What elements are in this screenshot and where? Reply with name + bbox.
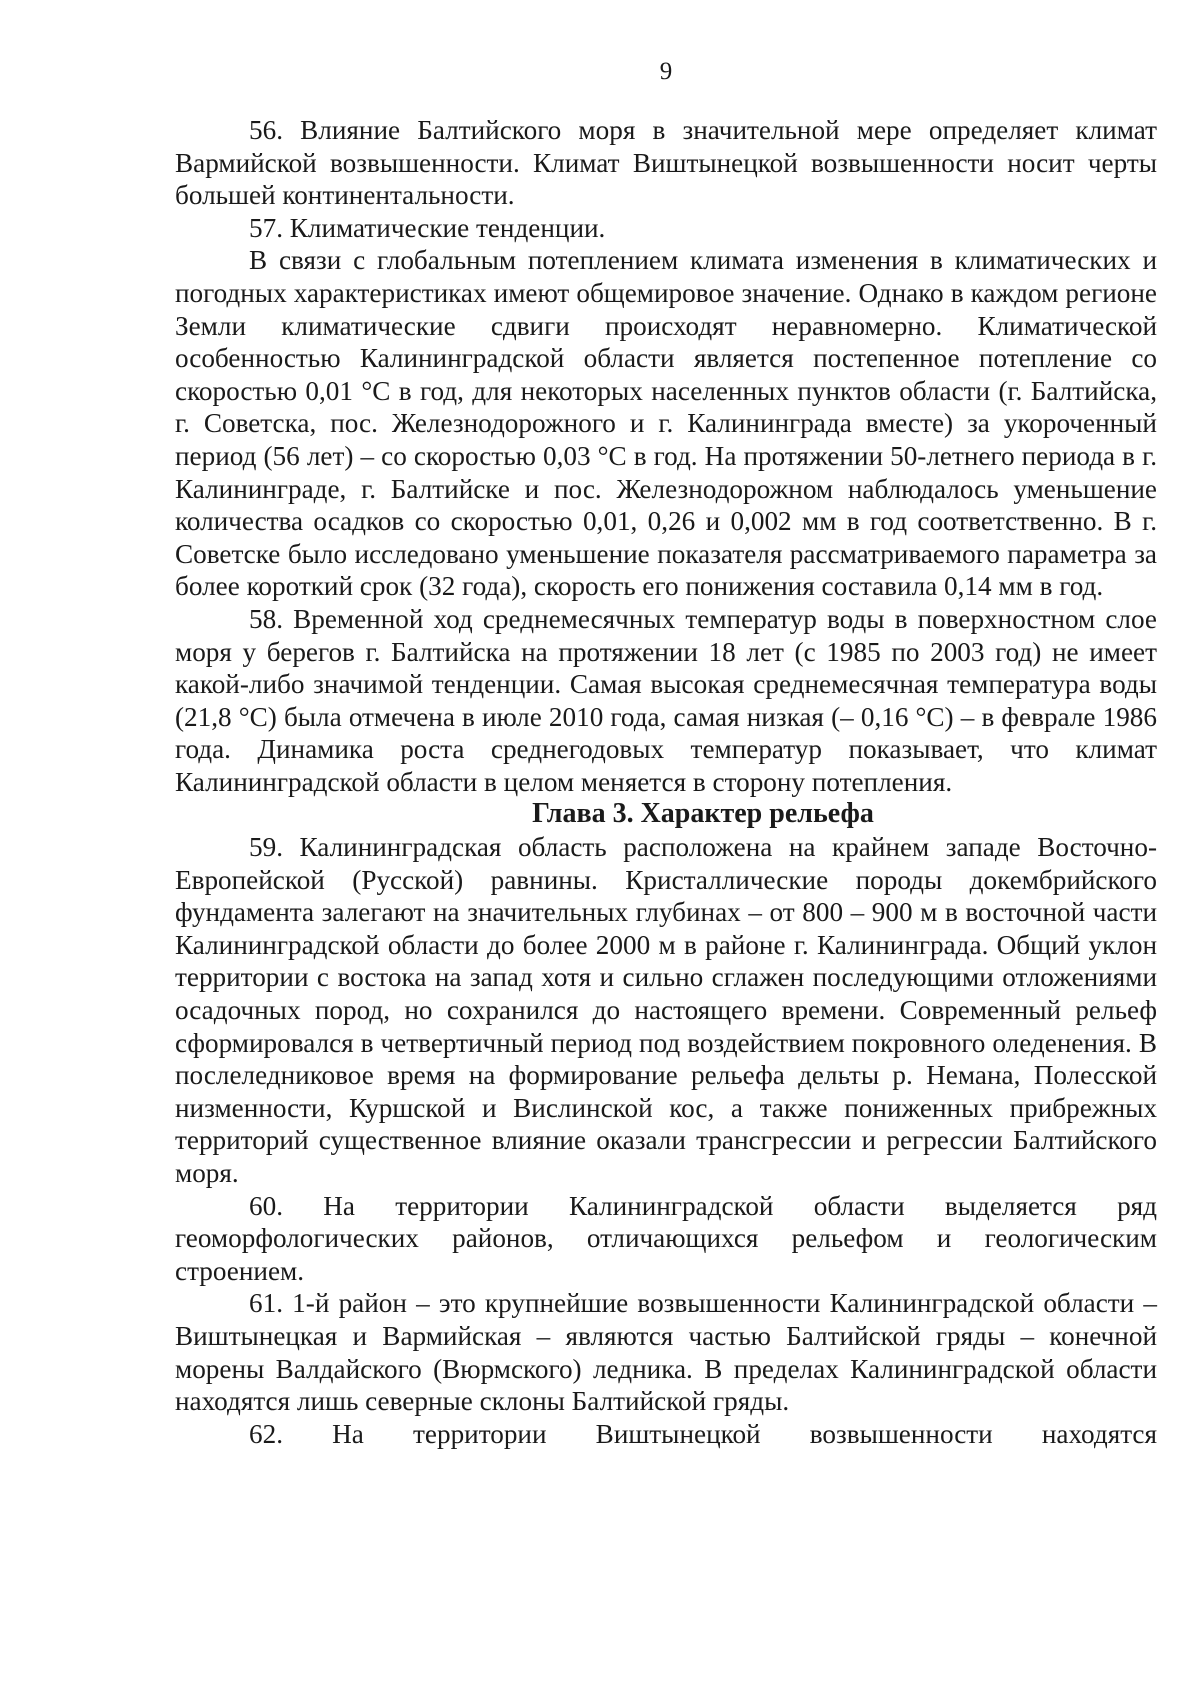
chapter-title: Глава 3. Характер рельефа xyxy=(532,798,874,830)
paragraph-56: 56. Влияние Балтийского моря в значительной мере определяет климат Вармийской возвышенности. Климат Виштынецкой возвышенности носит черты большей континентальности. xyxy=(175,115,1157,211)
paragraph-57-body: В связи с глобальным потеплением климата изменения в климатических и погодных характеристиках имеют общемировое значение. Однако в каждом регионе Земли климатические сдвиги происходят неравномерно. Климатической особенностью Калининградской области является постепенное потепление со скоростью 0,01 °С в год, для некоторых населенных пунктов области (г. Балтийска, г. Советска, пос. Железнодорожного и г. Калининграда вместе) за укороченный период (56 лет) – со скоростью 0,03 °С в год. На протяжении 50-летнего периода в г. Калининграде, г. Балтийске и пос. Железнодорожном наблюдалось уменьшение количества осадков со скоростью 0,01, 0,26 и 0,002 мм в год соответственно. В г. Советске было исследовано уменьшение показателя рассматриваемого параметра за более короткий срок (32 года), скорость его понижения составила 0,14 мм в год. xyxy=(175,245,1157,602)
paragraph-57-heading: 57. Климатические тенденции. xyxy=(249,212,606,243)
paragraph-59: 59. Калининградская область расположена на крайнем западе Восточно-Европейской (Русской) равнины. Кристаллические породы докембрийского фундамента залегают на значительных глубинах – от 800 – 900 м в восточной части Калининградской области до более 2000 м в районе г. Калининграда. Общий уклон территории с востока на запад хотя и сильно сглажен последующими отложениями осадочных пород, но сохранился до настоящего времени. Современный рельеф сформировался в четвертичный период под воздействием покровного оледенения. В послеледниковое время на формирование рельефа дельты р. Немана, Полесской низменности, Куршской и Вислинской кос, а также пониженных прибрежных территорий существенное влияние оказали трансгрессии и регрессии Балтийского моря. xyxy=(175,832,1157,1188)
document-body xyxy=(175,114,1157,1450)
paragraph-60: 60. На территории Калининградской области выделяется ряд геоморфологических районов, отличающихся рельефом и геологическим строением. xyxy=(175,1190,1157,1286)
paragraph-58: 58. Временной ход среднемесячных температур воды в поверхностном слое моря у берегов г. Балтийска на протяжении 18 лет (с 1985 по 2003 год) не имеет какой-либо значимой тенденции. Самая высокая среднемесячная температура воды (21,8 °С) была отмечена в июле 2010 года, самая низкая (– 0,16 °С) – в феврале 1986 года. Динамика роста среднегодовых температур показывает, что климат Калининградской области в целом меняется в сторону потепления. xyxy=(175,603,1157,797)
page-number: 9 xyxy=(659,58,673,85)
paragraph-61: 61. 1-й район – это крупнейшие возвышенности Калининградской области – Виштынецкая и Вармийская – являются частью Балтийской гряды – конечной морены Валдайского (Вюрмского) ледника. В пределах Калининградской области находятся лишь северные склоны Балтийской гряды. xyxy=(175,1288,1157,1417)
paragraph-62: 62. На территории Виштынецкой возвышенности находятся xyxy=(249,1418,1157,1449)
